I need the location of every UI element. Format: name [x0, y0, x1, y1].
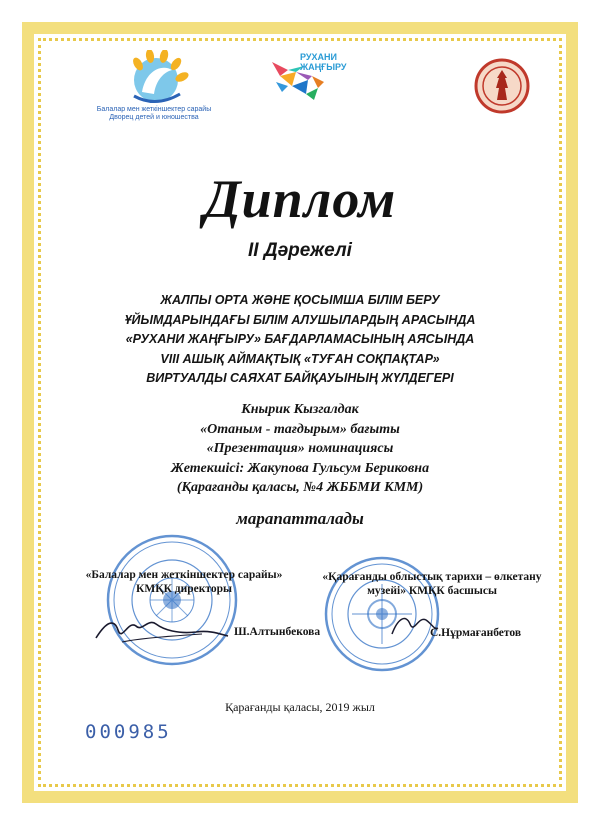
left-official-stamp [104, 532, 240, 668]
recipient-nomination: «Презентация» номинациясы [206, 441, 394, 456]
diploma-degree: II Дәрежелі [248, 240, 352, 261]
left-handwritten-signature [92, 612, 232, 646]
recipient-supervisor: Жетекшісі: Жакупова Гульсум Бериковна [170, 460, 430, 476]
left-signatory-name: Ш.Алтынбекова [234, 626, 321, 638]
palace-caption-kz: Балалар мен жеткіншектер сарайы [96, 106, 212, 113]
description-line: ЖАЛПЫ ОРТА ЖӘНЕ ҚОСЫМША БІЛІМ БЕРУ [160, 293, 440, 307]
recipient-block [80, 400, 520, 498]
left-signatory-organization [84, 568, 284, 596]
recipient-direction: «Отаным - тағдырым» бағыты [200, 421, 400, 437]
description-line: ҰЙЫМДАРЫНДАҒЫ БІЛІМ АЛУШЫЛАРДЫҢ АРАСЫНДА [124, 312, 476, 327]
right-org-line: «Қарағанды облыстық тарихи – өлкетану [322, 571, 542, 583]
palace-caption-ru: Дворец детей и юношества [109, 114, 199, 121]
palace-logo-caption [94, 106, 214, 122]
recipient-name: Кнырик Кызгалдак [241, 402, 359, 417]
rukhani-title-line2: ЖАҢҒЫРУ [300, 62, 347, 72]
right-org-position: музейі» КМҚК басшысы [367, 585, 497, 597]
description-line: «РУХАНИ ЖАҢҒЫРУ» БАҒДАРЛАМАСЫНЫҢ АЯСЫНДА [125, 332, 475, 346]
recipient-school: (Қарағанды қаласы, №4 ЖББМИ КММ) [176, 480, 424, 495]
description-line: VIII АШЫҚ АЙМАҚТЫҚ «ТУҒАН СОҚПАҚТАР» [160, 351, 440, 366]
left-org-line: «Балалар мен жеткіншектер сарайы» [85, 569, 283, 581]
place-and-year: Қарағанды қаласы, 2019 жыл [225, 700, 375, 714]
competition-description [80, 291, 520, 389]
rukhani-title-line1: РУХАНИ [300, 52, 337, 62]
right-signatory-name: С.Нұрмағанбетов [430, 627, 522, 639]
left-org-position: КМҚК директоры [136, 583, 232, 595]
right-signatory-organization [316, 570, 548, 598]
museum-emblem [474, 58, 530, 114]
diploma-title: Диплом [203, 169, 397, 229]
description-line: ВИРТУАЛДЫ САЯХАТ БАЙҚАУЫНЫҢ ЖҮЛДЕГЕРІ [146, 371, 454, 385]
rukhani-zhangyru-title [300, 52, 347, 72]
serial-number: 000985 [85, 721, 172, 743]
award-text: марапатталады [236, 509, 364, 528]
